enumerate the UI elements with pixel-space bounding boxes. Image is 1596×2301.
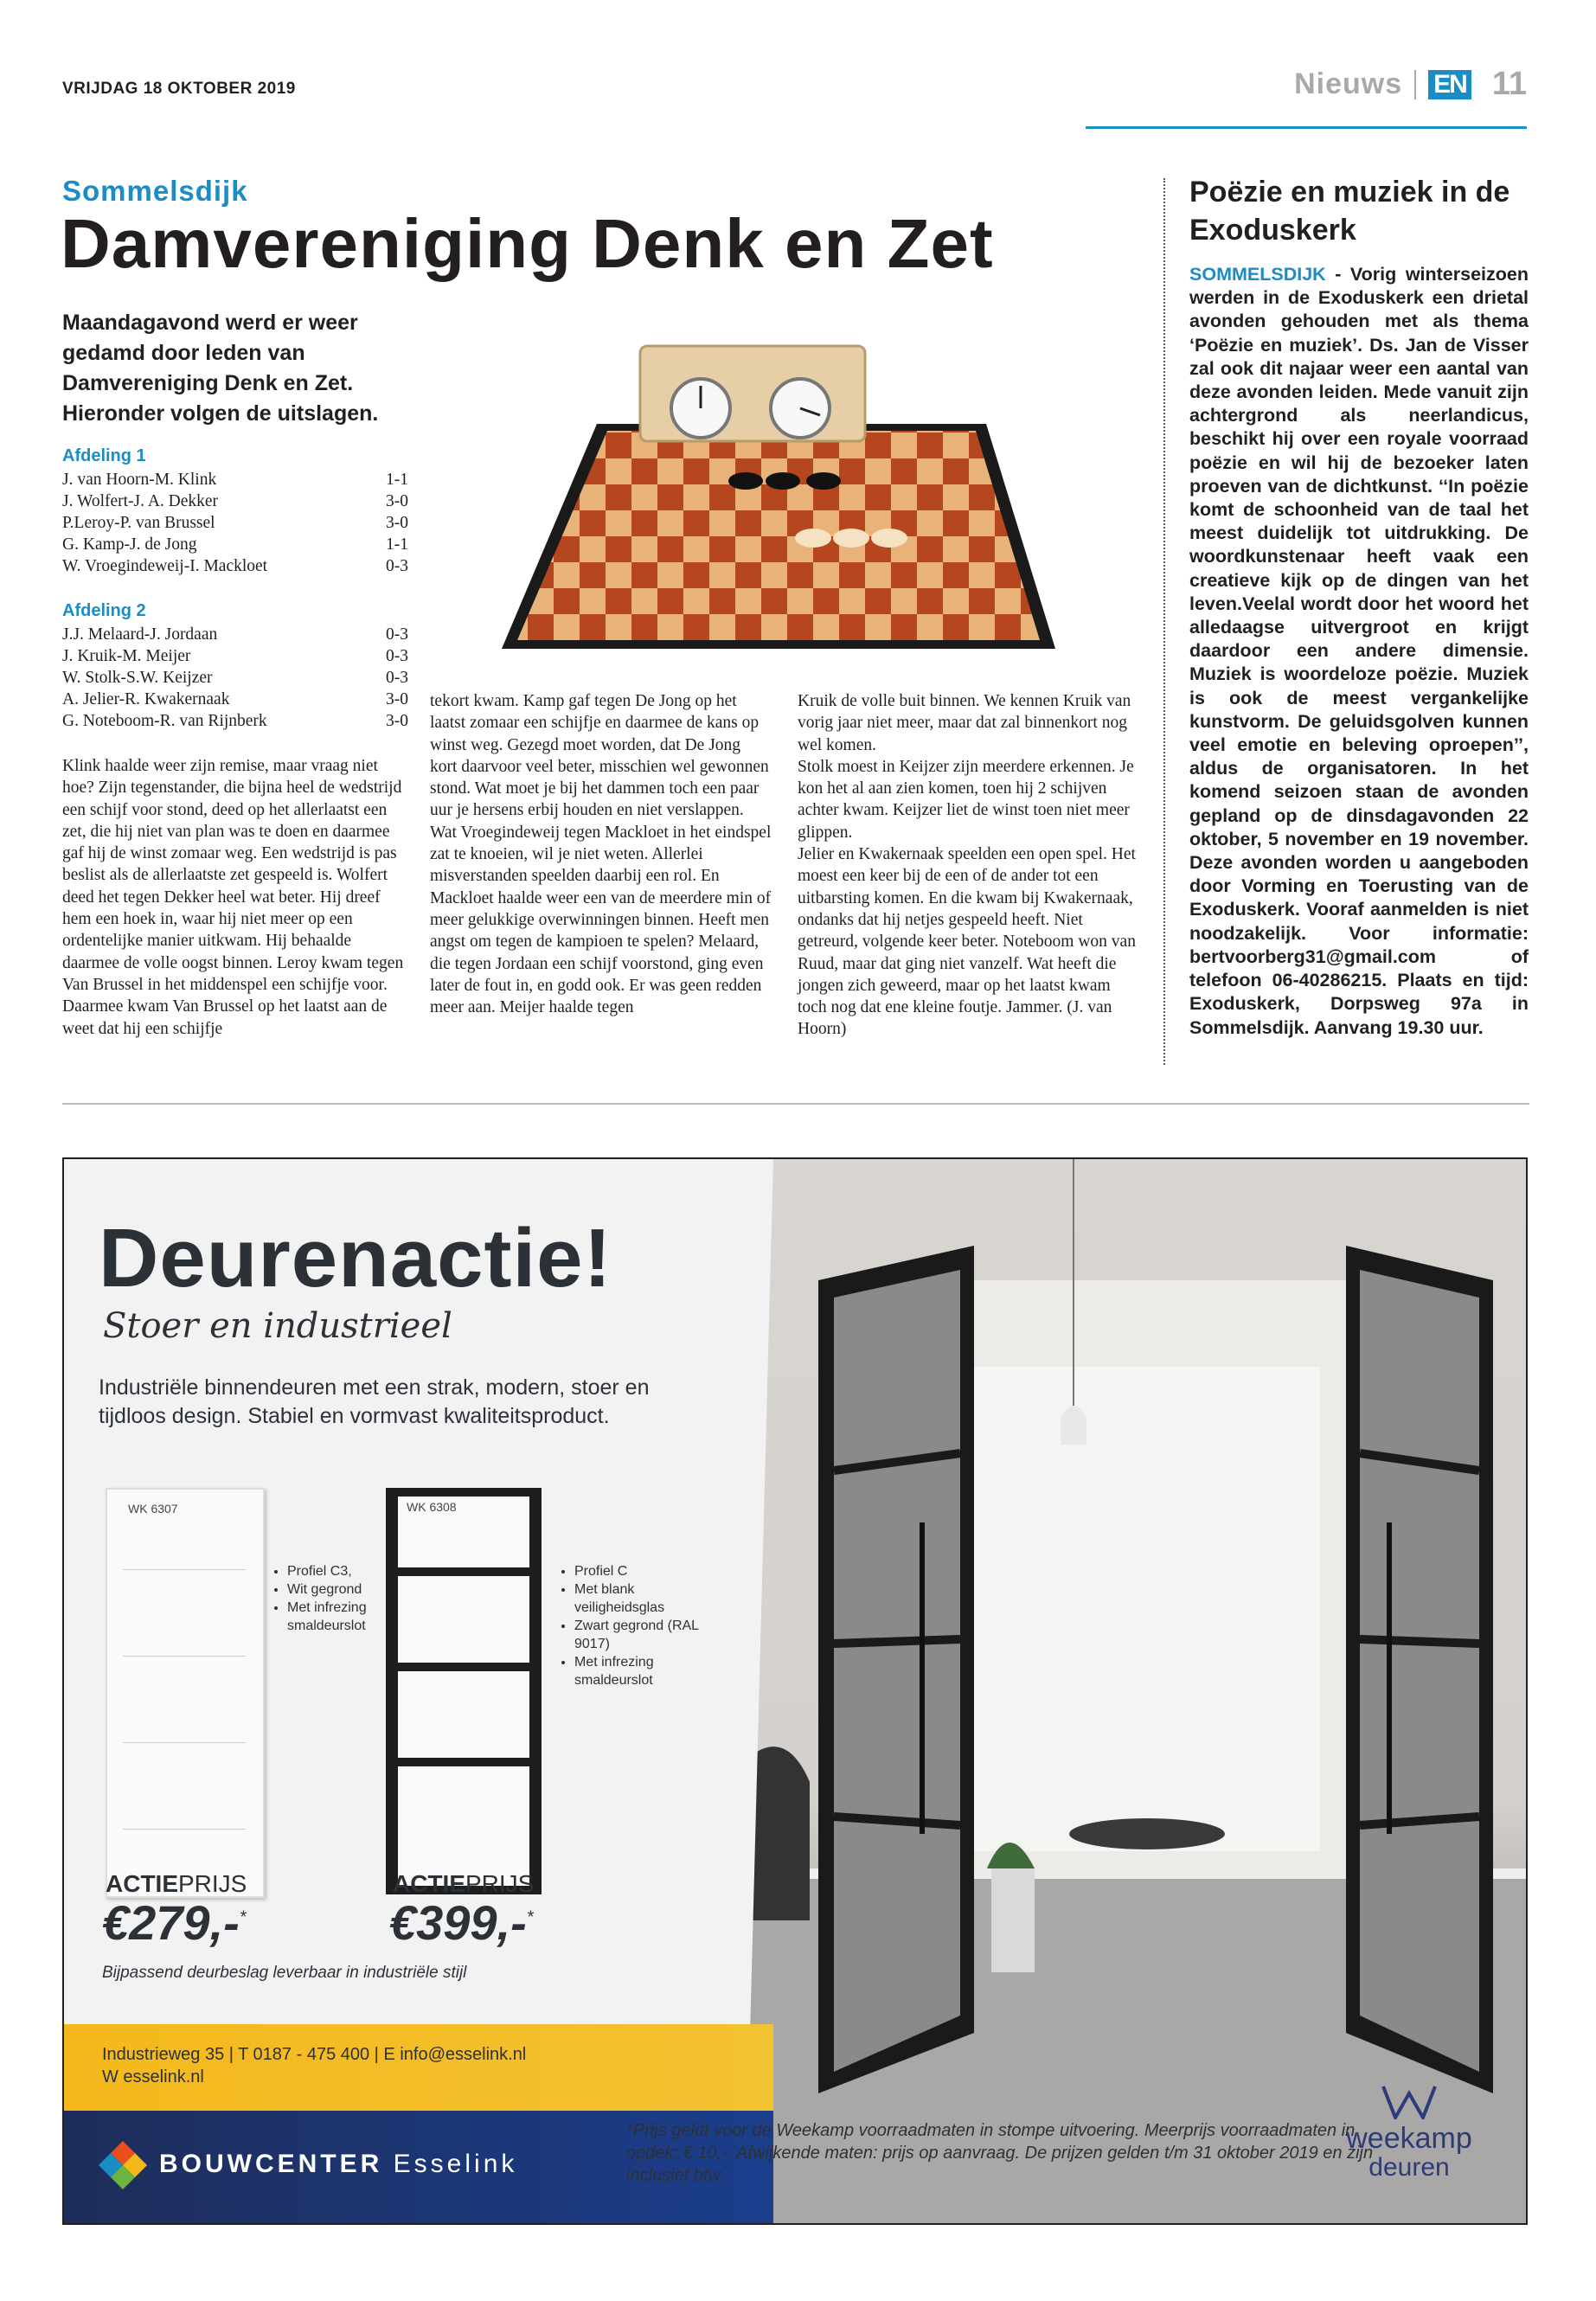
contact-line: Industrieweg 35 | T 0187 - 475 400 | E info@esselink.nl bbox=[102, 2045, 527, 2064]
page-number: 11 bbox=[1491, 66, 1527, 102]
sidebar-title: Poëzie en muziek in de Exoduskerk bbox=[1189, 176, 1510, 247]
article-column-3 bbox=[798, 690, 1139, 1041]
result-row: J. Wolfert-J. A. Dekker 3-0 bbox=[62, 492, 408, 510]
result-row: P.Leroy-P. van Brussel 3-0 bbox=[62, 514, 408, 532]
weekamp-name: weekamp bbox=[1346, 2122, 1472, 2155]
door-wk6308 bbox=[386, 1488, 542, 1894]
door2-price: €399,-* bbox=[389, 1895, 534, 1950]
article-lead: Maandagavond werd er weer gedamd door leden van Damvereniging Denk en Zet. Hieronder volgen de uitslagen. bbox=[62, 311, 379, 426]
section-label: Nieuws bbox=[1294, 67, 1403, 100]
weekamp-logo bbox=[1323, 2085, 1496, 2182]
ad-title: Deurenactie! bbox=[99, 1212, 612, 1304]
result-row: J. van Hoorn-M. Klink 1-1 bbox=[62, 471, 408, 489]
sidebar-body bbox=[1189, 263, 1529, 1040]
column-text: tekort kwam. Kamp gaf tegen De Jong op het laatst zomaar een schijfje en daarmee de kans op winst weg. Gezegd moet worden, dat De Jong kort daarvoor veel beter, misschien wel gewonnen stond. Wat moet je bij het dammen toch een paar uur je hersens erbij houden en niet verslappen. Wat Vroegindeweij tegen Mackloet in het eindspel zat te knoeien, wil je niet weten. Allerlei misverstanden speelden daarbij een rol. En Mackloet haalde weer een van de meerdere min of meer gelukkige overwinningen binnen. Heeft men angst om tegen de kampioen te spelen? Melaard, die tegen Jordaan een schijf voorstond, ging even later de fout in, en godd ook. Er was geen redden meer aan. Meijer haalde tegen bbox=[430, 692, 772, 1017]
checkerboard-photo bbox=[502, 329, 1055, 666]
door1-actie-label: ACTIEPRIJS bbox=[106, 1870, 247, 1897]
article-headline: Damvereniging Denk en Zet bbox=[61, 205, 994, 282]
division-title: Afdeling 1 bbox=[62, 446, 146, 465]
header-rule bbox=[1086, 126, 1527, 129]
article-kicker: Sommelsdijk bbox=[62, 175, 248, 207]
result-row: J. Kruik-M. Meijer 0-3 bbox=[62, 647, 408, 665]
website-line: W esselink.nl bbox=[102, 2067, 204, 2086]
result-row: G. Noteboom-R. van Rijnberk 3-0 bbox=[62, 712, 408, 730]
column-text: Jelier en Kwakernaak speelden een open spel. Het moest een keer bij de een of de ander tot een uitbarsting komen. En die kwam bij Kwakernaak, ondanks dat hij netjes gespeeld heeft. Niet getreurd, volgende keer beter. Noteboom won van Ruud, maar dat ging niet vanzelf. Wat heeft die jongen zich geweerd, maar op het laatst kwam toch nog dat ene kleine foutje. Jammer. (J. van Hoorn) bbox=[798, 845, 1136, 1039]
ad-hardware-note: Bijpassend deurbeslag leverbaar in industriële stijl bbox=[102, 1964, 467, 1982]
result-row: G. Kamp-J. de Jong 1-1 bbox=[62, 535, 408, 554]
sidebar-text: - Vorig winterseizoen werden in de Exoduskerk een drietal avonden gehouden met als thema ‘Poëzie en muziek’. Ds. Jan de Visser zal ook dit najaar weer een aantal van deze avonden leiden. Mede vanuit zijn achtergrond als neerlandicus, beschikt hij over een royale voorraad poëzie en wil hij de bezoeker laten proeven van de dichtkunst. ‘‘In poëzie komt de schoonheid van de taal het meest duidelijk tot uitdrukking. De woordkunstenaar heeft vaak een creatieve kijk op de dingen van het leven.Veelal wordt door het woord het alledaagse uitvergroot en krijgt daardoor een andere dimensie. Muziek is woordeloze poëzie. Muziek is ook de meest vergankelijke kunstvorm. De geluidsgolven kunnen veel emotie en beleving oproepen’’, aldus de organisatoren. In het komend seizoen staan de avonden gepland op de dinsdagavonden 22 oktober, 5 november en 19 november. Deze avonden worden u aangeboden door Vorming en Toerusting van de Exoduskerk. Vooraf aanmelden is niet noodzakelijk. Voor informatie: bertvoorberg31@gmail.com of telefoon 06-40286215. Plaats en tijd: Exoduskerk, Dorpsweg 97a in Sommelsdijk. Aanvang 19.30 uur. bbox=[1189, 264, 1529, 1038]
door2-actie-label: ACTIEPRIJS bbox=[393, 1870, 535, 1897]
result-row: J.J. Melaard-J. Jordaan 0-3 bbox=[62, 625, 408, 644]
door-wk6307 bbox=[106, 1488, 265, 1898]
door-label: WK 6308 bbox=[407, 1500, 457, 1514]
results-division-1 bbox=[62, 445, 408, 577]
feature-item: • Met blank veiligheidsglas bbox=[574, 1580, 704, 1617]
result-row: A. Jelier-R. Kwakernaak 3-0 bbox=[62, 690, 408, 708]
header-divider bbox=[1414, 70, 1416, 99]
feature-item: • Met infrezing smaldeurslot bbox=[287, 1599, 408, 1635]
issue-date: VRIJDAG 18 OKTOBER 2019 bbox=[62, 80, 296, 98]
door-advertisement bbox=[62, 1157, 1528, 2225]
door-label: WK 6307 bbox=[128, 1502, 178, 1516]
feature-item: • Met infrezing smaldeurslot bbox=[574, 1653, 704, 1689]
column-text: Klink haalde weer zijn remise, maar vraag niet hoe? Zijn tegenstander, die bijna heel de wedstrijd een schijf voor stond, deed op het allerlaatst een zet, die hij niet van plan was te doen en daarmee gaf hij de winst zomaar weg. Een wedstrijd is pas beslist als de allerlaatste zet gespeeld is. Wolfert deed het tegen Dekker heel wat beter. Hij dreef hem een hoek in, waar hij niet meer op een ordentelijke manier uitkwam. Hij behaalde daarmee de volle oogst binnen. Leroy kwam tegen Van Brussel in het middenspel een schijfje voor. Daarmee kwam Van Brussel op het laatst aan de weet dat hij een schijfje bbox=[62, 757, 404, 1038]
article-column-1 bbox=[62, 755, 408, 1040]
bouwcenter-logo-icon bbox=[99, 2141, 147, 2189]
door1-price: €279,-* bbox=[102, 1895, 247, 1950]
ad-photo bbox=[749, 1159, 1526, 2223]
section-divider bbox=[62, 1103, 1529, 1105]
en-logo: EN bbox=[1428, 70, 1471, 99]
ad-description: Industriële binnendeuren met een strak, modern, stoer en tijdloos design. Stabiel en vormvast kwaliteitsproduct. bbox=[99, 1375, 650, 1428]
feature-item: • Wit gegrond bbox=[287, 1580, 408, 1599]
results-division-2 bbox=[62, 600, 408, 732]
brand-name: BOUWCENTER Esselink bbox=[159, 2150, 518, 2178]
sidebar-city: SOMMELSDIJK bbox=[1189, 264, 1326, 285]
result-row: W. Vroegindeweij-I. Mackloet 0-3 bbox=[62, 557, 408, 575]
division-title: Afdeling 2 bbox=[62, 601, 146, 620]
sidebar-divider bbox=[1163, 178, 1165, 1065]
contact-info bbox=[102, 2043, 526, 2088]
ad-tagline: Stoer en industrieel bbox=[103, 1306, 452, 1346]
weekamp-sub: deuren bbox=[1368, 2153, 1450, 2182]
feature-item: • Profiel C3, bbox=[287, 1562, 408, 1580]
column-text: Kruik de volle buit binnen. We kennen Kruik van vorig jaar niet meer, maar dat zal binnenkort nog wel komen. bbox=[798, 692, 1131, 754]
feature-item: • Zwart gegrond (RAL 9017) bbox=[574, 1617, 704, 1653]
column-text: Stolk moest in Keijzer zijn meerdere erkennen. Je kon het al aan zien komen, toen hij 2 schijven achter kwam. Keijzer liet de winst toen niet meer glippen. bbox=[798, 757, 1134, 842]
weekamp-w-icon bbox=[1381, 2085, 1437, 2119]
open-doors-illustration bbox=[749, 1159, 1526, 2223]
result-row: W. Stolk-S.W. Keijzer 0-3 bbox=[62, 669, 408, 687]
ad-disclaimer: *Prijs geldt voor de Weekamp voorraadmaten in stompe uitvoering. Meerprijs voorraadmaten in opdek: € 10,-. Afwijkende maten: prijs op aanvraag. De prijzen gelden t/m 31 oktober 2019 en zijn inclusief btw. bbox=[626, 2121, 1374, 2185]
door2-features bbox=[559, 1562, 704, 1689]
article-column-2 bbox=[430, 690, 772, 1018]
feature-item: • Profiel C bbox=[574, 1562, 704, 1580]
page-header bbox=[1294, 66, 1527, 103]
